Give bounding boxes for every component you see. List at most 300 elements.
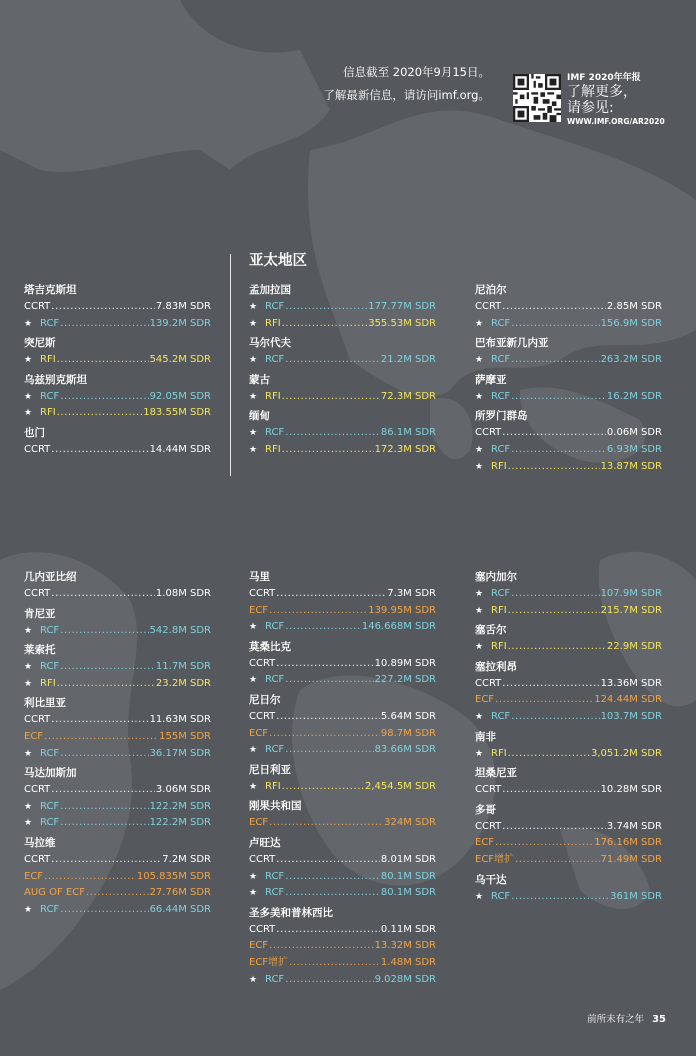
dot-leader <box>60 316 148 333</box>
country-block <box>249 282 436 332</box>
info-date-line: 信息截至 2020年9月15日。 <box>343 65 490 79</box>
facility-label: AUG OF ECF <box>24 887 85 899</box>
dot-leader <box>495 835 593 852</box>
dot-leader <box>285 885 380 902</box>
facility-label: ECF <box>249 940 269 952</box>
star-icon: ★ <box>475 891 484 902</box>
country-name: 塔吉克斯坦 <box>24 284 77 296</box>
facility-line <box>475 852 662 869</box>
country-name: 蒙古 <box>249 373 270 386</box>
facility-amount: 36.17M SDR <box>149 747 211 759</box>
facility-amount: 105.835M SDR <box>136 870 211 882</box>
divider <box>230 254 231 476</box>
facility-line <box>24 712 211 729</box>
facility-line <box>24 676 211 693</box>
dot-leader <box>269 938 374 955</box>
annual-report-sub1: 了解更多， <box>567 84 637 100</box>
star-icon: ★ <box>249 888 258 899</box>
facility-line <box>24 902 211 919</box>
country-block <box>475 622 662 656</box>
country-block <box>249 692 436 759</box>
facility-line <box>249 852 436 869</box>
facility-line <box>475 603 662 620</box>
facility-line <box>24 746 211 763</box>
dot-leader <box>269 603 367 620</box>
star-icon: ★ <box>249 871 258 882</box>
facility-line <box>475 819 662 836</box>
country-block <box>475 408 662 475</box>
facility-label: CCRT <box>24 588 51 599</box>
facility-label: CCRT <box>475 677 502 689</box>
dot-leader <box>285 299 367 316</box>
facility-amount: 361M SDR <box>610 890 662 902</box>
facility-amount: 155M SDR <box>159 730 211 742</box>
facility-amount: 11.7M SDR <box>155 661 211 673</box>
facility-line <box>475 425 662 442</box>
country-block <box>24 335 211 369</box>
facility-amount: 215.7M SDR <box>600 604 662 616</box>
star-icon: ★ <box>24 662 33 673</box>
facility-amount: 3.74M SDR <box>606 820 662 832</box>
facility-amount: 172.3M SDR <box>374 443 436 455</box>
facility-line <box>24 659 211 676</box>
facility-label: CCRT <box>475 784 502 796</box>
dot-leader <box>51 442 148 459</box>
star-icon: ★ <box>249 391 258 402</box>
facility-label: RFI <box>40 354 56 366</box>
facility-amount: 92.05M SDR <box>149 390 211 402</box>
dot-leader <box>502 819 606 836</box>
facility-line <box>249 709 436 726</box>
country-name: 所罗门群岛 <box>475 410 528 423</box>
star-icon: ★ <box>24 748 33 759</box>
facility-label: RFI <box>40 677 56 689</box>
facility-amount: 83.66M SDR <box>374 744 436 756</box>
facility-line <box>249 316 436 333</box>
dot-leader <box>86 885 149 902</box>
dot-leader <box>495 692 593 709</box>
country-block <box>249 762 436 796</box>
facility-amount: 146.668M SDR <box>361 621 436 633</box>
facility-line <box>249 869 436 886</box>
facility-label: RCF <box>491 890 511 902</box>
star-icon: ★ <box>475 461 484 472</box>
dot-leader <box>269 726 380 743</box>
facility-amount: 124.44M SDR <box>594 694 662 706</box>
dot-leader <box>285 972 373 989</box>
star-icon: ★ <box>24 408 33 419</box>
dot-leader <box>276 586 386 603</box>
facility-amount: 71.49M SDR <box>600 853 662 865</box>
facility-amount: 107.9M SDR <box>600 588 662 599</box>
facility-amount: 13.32M SDR <box>374 940 436 952</box>
dot-leader <box>285 869 380 886</box>
dot-leader <box>51 586 155 603</box>
country-name: 塞拉利昂 <box>475 660 517 673</box>
country-block <box>24 282 211 332</box>
facility-label: RCF <box>491 443 511 455</box>
facility-label: ECF增扩 <box>249 956 289 968</box>
facility-line <box>249 586 436 603</box>
facility-amount: 176.16M SDR <box>594 837 662 849</box>
facility-line <box>475 676 662 693</box>
dot-leader <box>285 619 361 636</box>
column-1 <box>24 279 211 459</box>
facility-label: CCRT <box>475 820 502 832</box>
facility-line <box>249 656 436 673</box>
dot-leader <box>508 603 600 620</box>
facility-amount: 10.89M SDR <box>374 657 436 669</box>
column-6 <box>475 566 662 905</box>
star-icon: ★ <box>24 391 33 402</box>
column-3 <box>475 279 662 475</box>
star-icon: ★ <box>249 745 258 756</box>
country-block <box>24 372 211 422</box>
dot-leader <box>51 852 161 869</box>
country-name: 乌兹别克斯坦 <box>24 373 87 386</box>
facility-label: RCF <box>265 887 285 899</box>
facility-line <box>249 742 436 759</box>
star-icon: ★ <box>24 355 33 366</box>
country-block <box>475 659 662 726</box>
facility-line <box>249 425 436 442</box>
facility-line <box>249 442 436 459</box>
facility-amount: 0.06M SDR <box>606 427 662 439</box>
dot-leader <box>60 389 148 406</box>
dot-leader <box>511 709 599 726</box>
facility-amount: 98.7M SDR <box>380 727 436 739</box>
country-name: 南非 <box>475 730 496 743</box>
country-block <box>249 905 436 988</box>
facility-amount: 11.63M SDR <box>149 714 211 726</box>
dot-leader <box>60 815 148 832</box>
facility-line <box>249 619 436 636</box>
facility-amount: 3,051.2M SDR <box>591 747 662 759</box>
facility-label: RFI <box>265 443 281 455</box>
facility-amount: 2,454.5M SDR <box>365 780 436 792</box>
star-icon: ★ <box>24 904 33 915</box>
facility-amount: 80.1M SDR <box>380 870 436 882</box>
dot-leader <box>282 389 380 406</box>
facility-label: RCF <box>491 354 511 366</box>
country-name: 莫桑比克 <box>249 640 291 653</box>
facility-line <box>475 299 662 316</box>
country-name: 尼泊尔 <box>475 284 507 296</box>
facility-line <box>475 746 662 763</box>
facility-label: RCF <box>265 354 285 366</box>
facility-label: RCF <box>40 800 60 812</box>
facility-line <box>24 442 211 459</box>
facility-amount: 103.7M SDR <box>600 710 662 722</box>
country-name: 缅甸 <box>249 410 270 423</box>
country-block <box>249 335 436 369</box>
facility-line <box>24 586 211 603</box>
dot-leader <box>282 442 374 459</box>
dot-leader <box>51 782 155 799</box>
facility-line <box>249 603 436 620</box>
facility-label: RCF <box>265 674 285 686</box>
star-icon: ★ <box>249 428 258 439</box>
country-name: 坦桑尼亚 <box>475 767 517 780</box>
annual-report-sub2: 请参见: <box>567 100 614 116</box>
facility-amount: 16.2M SDR <box>606 390 662 402</box>
star-icon: ★ <box>249 974 258 985</box>
dot-leader <box>60 746 148 763</box>
country-name: 几内亚比绍 <box>24 571 77 583</box>
facility-label: RFI <box>491 604 507 616</box>
column-4 <box>24 566 211 918</box>
facility-line <box>475 889 662 906</box>
region-title: 亚太地区 <box>249 253 307 269</box>
facility-amount: 9.028M SDR <box>374 973 436 985</box>
facility-line <box>24 885 211 902</box>
facility-label: CCRT <box>475 427 502 439</box>
facility-amount: 1.48M SDR <box>380 956 436 968</box>
facility-label: CCRT <box>475 301 502 312</box>
country-name: 利比里亚 <box>24 697 66 710</box>
facility-line <box>24 405 211 422</box>
country-name: 孟加拉国 <box>249 284 291 296</box>
dot-leader <box>502 676 599 693</box>
dot-leader <box>60 659 155 676</box>
dot-leader <box>269 815 383 832</box>
facility-amount: 80.1M SDR <box>380 887 436 899</box>
country-block <box>24 606 211 640</box>
country-block <box>24 695 211 762</box>
facility-label: CCRT <box>249 657 276 669</box>
facility-label: RFI <box>265 390 281 402</box>
facility-amount: 21.2M SDR <box>380 354 436 366</box>
facility-line <box>475 709 662 726</box>
star-icon: ★ <box>475 589 484 599</box>
facility-amount: 227.2M SDR <box>374 674 436 686</box>
column-2 <box>249 279 436 459</box>
dot-leader <box>57 405 143 422</box>
dot-leader <box>511 442 606 459</box>
country-block <box>24 765 211 832</box>
dot-leader <box>282 779 364 796</box>
facility-label: RFI <box>491 460 507 472</box>
country-block <box>249 835 436 902</box>
dot-leader <box>44 869 136 886</box>
info-text <box>323 61 490 107</box>
facility-line <box>24 299 211 316</box>
facility-line <box>249 672 436 689</box>
dot-leader <box>511 389 606 406</box>
column-5 <box>249 566 436 988</box>
facility-line <box>475 459 662 476</box>
facility-line <box>24 316 211 333</box>
facility-label: RCF <box>40 317 60 329</box>
star-icon: ★ <box>475 711 484 722</box>
facility-label: CCRT <box>24 301 51 312</box>
facility-amount: 66.44M SDR <box>149 903 211 915</box>
star-icon: ★ <box>24 318 33 329</box>
facility-label: RCF <box>265 301 285 312</box>
facility-label: CCRT <box>249 588 276 599</box>
facility-line <box>475 639 662 656</box>
facility-amount: 2.85M SDR <box>606 301 662 312</box>
facility-label: ECF增扩 <box>475 853 515 865</box>
dot-leader <box>57 676 155 693</box>
facility-amount: 7.2M SDR <box>162 853 211 865</box>
facility-amount: 7.3M SDR <box>387 588 436 599</box>
dot-leader <box>511 316 599 333</box>
country-block <box>249 798 436 832</box>
dot-leader <box>285 425 380 442</box>
facility-line <box>24 782 211 799</box>
facility-amount: 10.28M SDR <box>600 784 662 796</box>
star-icon: ★ <box>475 642 484 653</box>
facility-line <box>475 586 662 603</box>
facility-amount: 156.9M SDR <box>600 317 662 329</box>
facility-amount: 139.95M SDR <box>368 604 436 616</box>
facility-amount: 0.11M SDR <box>380 923 436 935</box>
facility-amount: 14.44M SDR <box>149 443 211 455</box>
qr-code-icon <box>513 74 561 122</box>
star-icon: ★ <box>249 318 258 329</box>
facility-label: RCF <box>491 710 511 722</box>
country-block <box>24 835 211 918</box>
page-number: 35 <box>652 1014 666 1025</box>
dot-leader <box>511 352 599 369</box>
facility-label: RCF <box>265 427 285 439</box>
facility-label: RCF <box>491 588 511 599</box>
footer-text: 前所未有之年 <box>587 1014 645 1025</box>
facility-label: RCF <box>491 390 511 402</box>
star-icon: ★ <box>249 302 258 312</box>
facility-amount: 13.87M SDR <box>600 460 662 472</box>
facility-line <box>24 729 211 746</box>
facility-amount: 3.06M SDR <box>155 784 211 796</box>
facility-label: RFI <box>265 317 281 329</box>
country-name: 多哥 <box>475 803 496 816</box>
facility-label: RCF <box>40 390 60 402</box>
country-name: 马达加斯加 <box>24 767 77 780</box>
info-url-line: 了解最新信息，请访问imf.org。 <box>323 88 490 102</box>
facility-line <box>475 835 662 852</box>
facility-amount: 542.8M SDR <box>149 624 211 636</box>
facility-line <box>249 352 436 369</box>
facility-label: RCF <box>40 624 60 636</box>
country-name: 刚果共和国 <box>249 800 302 813</box>
facility-label: CCRT <box>249 923 276 935</box>
facility-label: RCF <box>40 661 60 673</box>
country-block <box>475 282 662 332</box>
facility-amount: 263.2M SDR <box>600 354 662 366</box>
facility-line <box>475 692 662 709</box>
dot-leader <box>508 639 606 656</box>
facility-label: RCF <box>265 973 285 985</box>
facility-amount: 545.2M SDR <box>149 354 211 366</box>
facility-amount: 72.3M SDR <box>380 390 436 402</box>
facility-line <box>249 726 436 743</box>
country-block <box>475 872 662 906</box>
country-name: 尼日尔 <box>249 693 281 706</box>
facility-line <box>475 442 662 459</box>
facility-label: CCRT <box>24 853 51 865</box>
star-icon: ★ <box>249 675 258 686</box>
facility-label: ECF <box>249 817 269 829</box>
facility-line <box>24 799 211 816</box>
facility-amount: 177.77M SDR <box>368 301 436 312</box>
facility-label: CCRT <box>24 784 51 796</box>
star-icon: ★ <box>249 444 258 455</box>
facility-label: RCF <box>265 870 285 882</box>
dot-leader <box>502 782 599 799</box>
country-block <box>475 372 662 406</box>
country-name: 马尔代夫 <box>249 337 291 350</box>
facility-line <box>249 922 436 939</box>
facility-label: RCF <box>265 744 285 756</box>
country-block <box>475 569 662 619</box>
country-name: 圣多美和普林西比 <box>249 906 333 919</box>
country-name: 乌干达 <box>475 873 507 886</box>
facility-label: CCRT <box>24 714 51 726</box>
country-block <box>24 569 211 603</box>
facility-label: CCRT <box>24 443 51 455</box>
star-icon: ★ <box>475 391 484 402</box>
country-block <box>249 639 436 689</box>
facility-line <box>475 316 662 333</box>
facility-amount: 13.36M SDR <box>600 677 662 689</box>
facility-amount: 22.9M SDR <box>606 641 662 653</box>
country-name: 巴布亚新几内亚 <box>475 337 549 350</box>
country-name: 马里 <box>249 571 270 583</box>
star-icon: ★ <box>24 678 33 689</box>
dot-leader <box>60 902 148 919</box>
facility-amount: 139.2M SDR <box>149 317 211 329</box>
star-icon: ★ <box>24 818 33 829</box>
facility-line <box>24 852 211 869</box>
facility-line <box>249 972 436 989</box>
country-block <box>475 802 662 869</box>
facility-line <box>249 955 436 972</box>
facility-line <box>24 352 211 369</box>
star-icon: ★ <box>475 355 484 366</box>
dot-leader <box>51 299 155 316</box>
dot-leader <box>276 922 380 939</box>
dot-leader <box>285 352 380 369</box>
facility-amount: 27.76M SDR <box>149 887 211 899</box>
dot-leader <box>276 852 380 869</box>
dot-leader <box>511 889 609 906</box>
facility-label: RFI <box>40 407 56 419</box>
facility-label: ECF <box>475 837 495 849</box>
footer <box>587 1011 666 1025</box>
facility-line <box>24 869 211 886</box>
dot-leader <box>502 299 606 316</box>
facility-amount: 7.83M SDR <box>155 301 211 312</box>
country-name: 卢旺达 <box>249 836 281 849</box>
facility-line <box>475 352 662 369</box>
facility-line <box>24 389 211 406</box>
facility-line <box>249 938 436 955</box>
facility-line <box>249 779 436 796</box>
annual-report-url[interactable]: WWW.IMF.ORG/AR2020 <box>567 117 665 126</box>
facility-label: RCF <box>491 317 511 329</box>
facility-line <box>249 815 436 832</box>
facility-label: RCF <box>40 817 60 829</box>
dot-leader <box>285 672 373 689</box>
facility-line <box>249 389 436 406</box>
facility-label: CCRT <box>249 710 276 722</box>
facility-amount: 86.1M SDR <box>380 427 436 439</box>
facility-label: RFI <box>265 780 281 792</box>
facility-label: ECF <box>249 727 269 739</box>
facility-label: ECF <box>249 604 269 616</box>
facility-line <box>249 885 436 902</box>
